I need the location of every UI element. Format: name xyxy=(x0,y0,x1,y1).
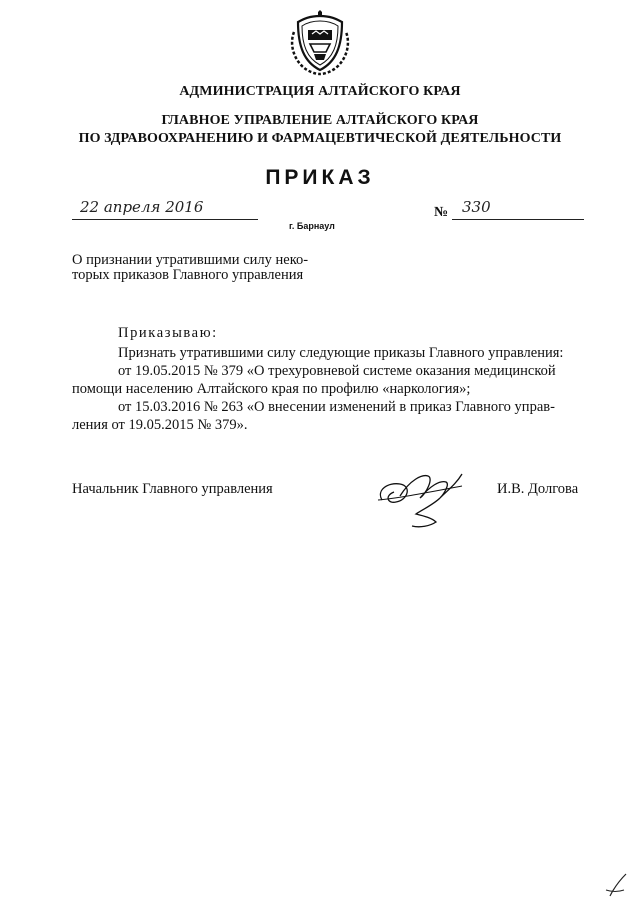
margin-pen-mark xyxy=(600,870,630,900)
paragraph-2-line2: помощи населению Алтайского края по профилю «наркология»; xyxy=(72,381,471,397)
signatory-position: Начальник Главного управления xyxy=(72,481,273,497)
department-title-line2: ПО ЗДРАВООХРАНЕНИЮ И ФАРМАЦЕВТИЧЕСКОЙ ДЕЯТЕЛЬНОСТИ xyxy=(78,131,562,146)
coat-of-arms-icon xyxy=(288,10,352,76)
number-label: № xyxy=(434,205,449,220)
document-type-title: ПРИКАЗ xyxy=(265,166,375,189)
number-underline xyxy=(452,219,584,220)
handwritten-number: 330 xyxy=(462,198,491,216)
handwritten-date: 22 апреля 2016 xyxy=(80,198,204,216)
administration-title: АДМИНИСТРАЦИЯ АЛТАЙСКОГО КРАЯ xyxy=(179,84,461,99)
paragraph-1: Признать утратившими силу следующие приказы Главного управления: xyxy=(118,345,564,361)
paragraph-3-line2: ления от 19.05.2015 № 379». xyxy=(72,417,248,433)
subject-line1: О признании утратившими силу неко- xyxy=(72,252,309,268)
date-underline xyxy=(72,219,258,220)
order-word: Приказываю: xyxy=(118,325,218,341)
signatory-name: И.В. Долгова xyxy=(497,481,579,497)
handwritten-signature xyxy=(370,460,470,532)
city-label: г. Барнаул xyxy=(289,221,335,231)
subject-line2: торых приказов Главного управления xyxy=(72,267,304,283)
paragraph-3-line1: от 15.03.2016 № 263 «О внесении изменений в приказ Главного управ- xyxy=(118,399,555,415)
department-title-line1: ГЛАВНОЕ УПРАВЛЕНИЕ АЛТАЙСКОГО КРАЯ xyxy=(161,113,479,128)
paragraph-2-line1: от 19.05.2015 № 379 «О трехуровневой системе оказания медицинской xyxy=(118,363,556,379)
